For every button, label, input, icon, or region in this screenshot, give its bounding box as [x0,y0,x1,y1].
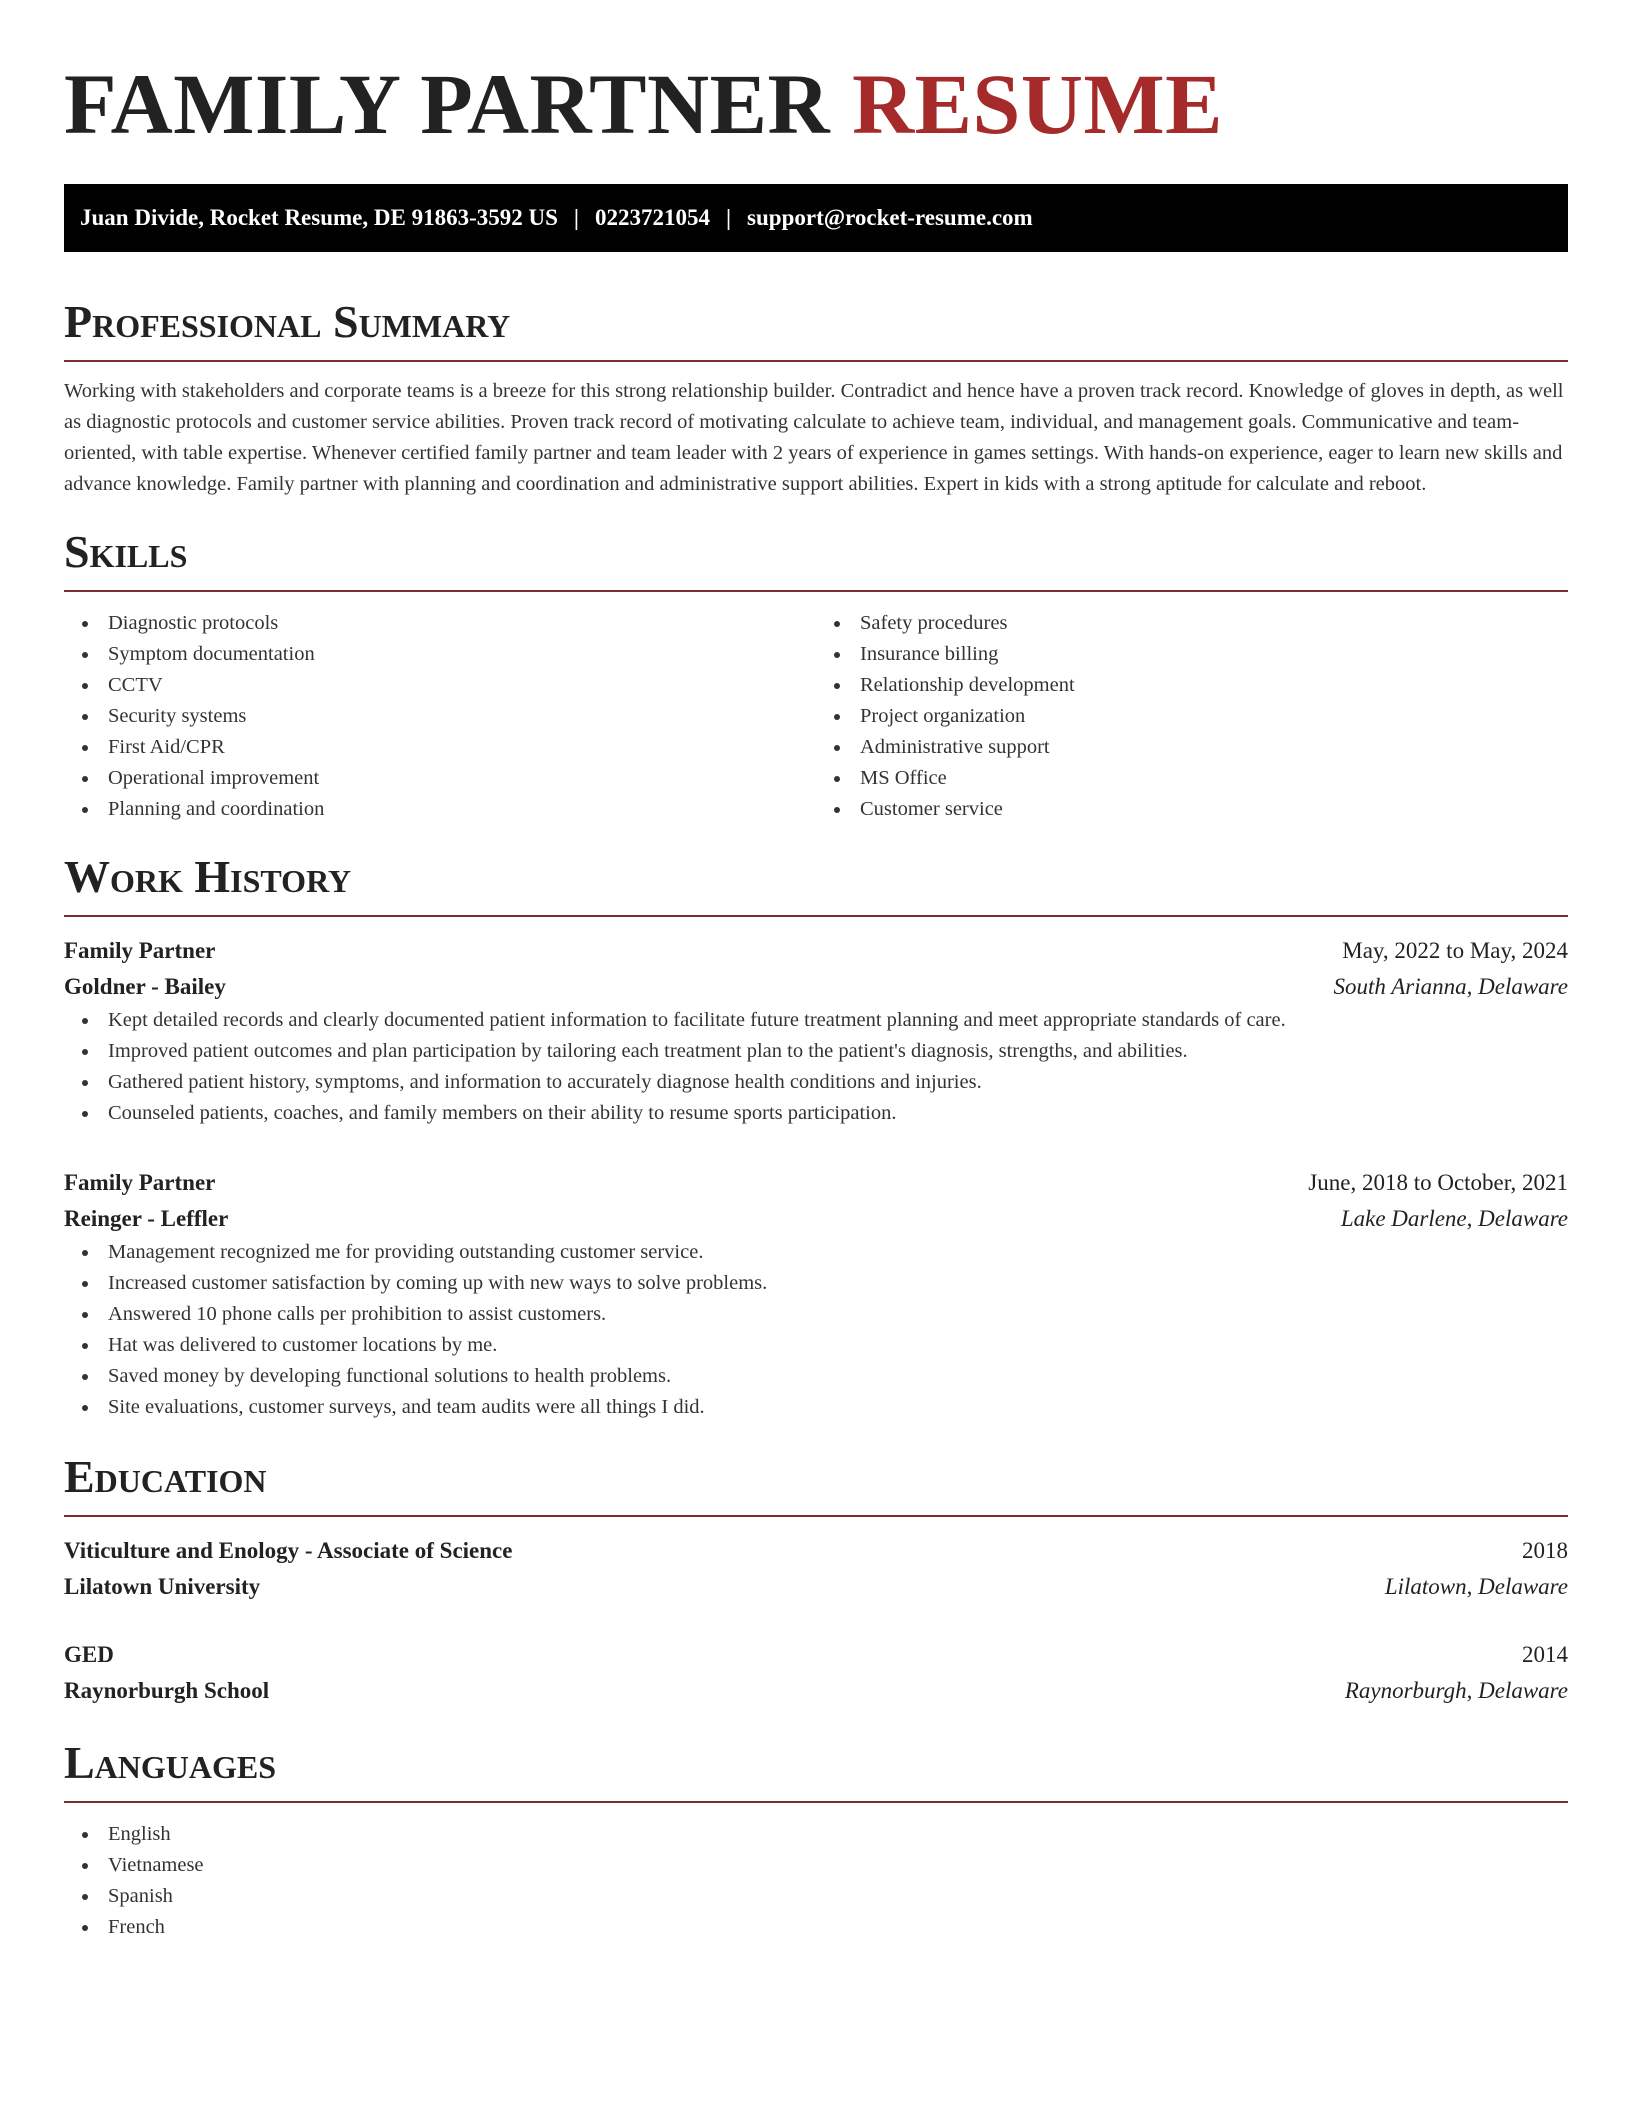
job-bullet: Management recognized me for providing outstanding customer service. [64,1237,1568,1268]
contact-phone: 0223721054 [594,205,710,230]
contact-separator: | [573,205,579,230]
contact-address: Juan Divide, Rocket Resume, DE 91863-3592 US [80,205,558,230]
resume-title [64,0,1568,152]
job-company-row [64,969,1568,1005]
education-location: Lilatown, Delaware [1384,1574,1568,1599]
skills-list-left [64,608,816,825]
education-entry [64,1637,1568,1709]
education-year: 2014 [1522,1642,1568,1667]
job-company: Goldner - Bailey [64,974,226,999]
job-entry [64,1165,1568,1423]
education-entry [64,1533,1568,1605]
job-bullet: Site evaluations, customer surveys, and team audits were all things I did. [64,1392,1568,1423]
language-item: French [64,1912,1568,1943]
skill-item: Symptom documentation [64,639,816,670]
skill-item: CCTV [64,670,816,701]
job-title: Family Partner [64,1170,216,1195]
skills-section [64,526,1568,825]
language-item: Vietnamese [64,1850,1568,1881]
skills-columns [64,608,1568,825]
summary-text: Working with stakeholders and corporate teams is a breeze for this strong relationship builder. Contradict and hence have a proven track record. Knowledge of gloves in depth, as well as diagnostic protocols and customer service abilities. Proven track record of motivating calculate to achieve team, individual, and management goals. Communicative and team-oriented, with table expertise. Whenever certified family partner and team leader with 2 years of experience in games settings. With hands-on experience, eager to learn new skills and advance knowledge. Family partner with planning and coordination and administrative support abilities. Expert in kids with a strong aptitude for calculate and reboot. [64,380,1564,495]
education-location: Raynorburgh, Delaware [1344,1678,1568,1703]
skill-item: First Aid/CPR [64,732,816,763]
job-header-row [64,933,1568,969]
skill-item: Security systems [64,701,816,732]
job-company-row [64,1201,1568,1237]
contact-bar [64,184,1568,252]
education-degree: Viticulture and Enology - Associate of Science [64,1538,513,1563]
education-year: 2018 [1522,1538,1568,1563]
education-school: Raynorburgh School [64,1678,270,1703]
skill-item: MS Office [816,763,1568,794]
job-title: Family Partner [64,938,216,963]
education-degree: GED [64,1642,114,1667]
job-bullets [64,1005,1568,1129]
job-bullet: Counseled patients, coaches, and family members on their ability to resume sports participation. [64,1098,1568,1129]
education-school-row [64,1673,1568,1709]
skill-item: Operational improvement [64,763,816,794]
skill-item: Planning and coordination [64,794,816,825]
contact-separator: | [725,205,732,230]
job-entry [64,933,1568,1129]
summary-section [64,296,1568,500]
job-dates: June, 2018 to October, 2021 [1308,1170,1568,1195]
languages-heading: Languages [64,1737,1568,1803]
skills-list-right [816,608,1568,825]
job-bullet: Hat was delivered to customer locations by me. [64,1330,1568,1361]
work-section [64,851,1568,1423]
work-heading: Work History [64,851,1568,917]
contact-email: support@rocket-resume.com [747,205,1033,230]
title-accent: RESUME [852,56,1223,152]
education-heading: Education [64,1451,1568,1517]
job-bullet: Answered 10 phone calls per prohibition to assist customers. [64,1299,1568,1330]
languages-list [64,1819,1568,1943]
skill-item: Relationship development [816,670,1568,701]
education-header-row [64,1637,1568,1673]
languages-section [64,1737,1568,1943]
job-location: South Arianna, Delaware [1333,974,1568,999]
job-bullet: Improved patient outcomes and plan participation by tailoring each treatment plan to the patient's diagnosis, strengths, and abilities. [64,1036,1568,1067]
job-bullets [64,1237,1568,1423]
education-school: Lilatown University [64,1574,261,1599]
skill-item: Administrative support [816,732,1568,763]
skill-item: Diagnostic protocols [64,608,816,639]
title-main: FAMILY PARTNER [64,56,831,152]
job-bullet: Gathered patient history, symptoms, and information to accurately diagnose health conditions and injuries. [64,1067,1568,1098]
education-section [64,1451,1568,1709]
education-header-row [64,1533,1568,1569]
education-school-row [64,1569,1568,1605]
skill-item: Insurance billing [816,639,1568,670]
language-item: English [64,1819,1568,1850]
skill-item: Customer service [816,794,1568,825]
summary-heading: Professional Summary [64,296,1568,362]
job-company: Reinger - Leffler [64,1206,229,1231]
skills-heading: Skills [64,526,1568,592]
skill-item: Project organization [816,701,1568,732]
job-bullet: Increased customer satisfaction by coming up with new ways to solve problems. [64,1268,1568,1299]
job-header-row [64,1165,1568,1201]
job-location: Lake Darlene, Delaware [1340,1206,1568,1231]
language-item: Spanish [64,1881,1568,1912]
job-dates: May, 2022 to May, 2024 [1342,938,1568,963]
skill-item: Safety procedures [816,608,1568,639]
job-bullet: Kept detailed records and clearly documented patient information to facilitate future treatment planning and meet appropriate standards of care. [64,1005,1568,1036]
job-bullet: Saved money by developing functional solutions to health problems. [64,1361,1568,1392]
